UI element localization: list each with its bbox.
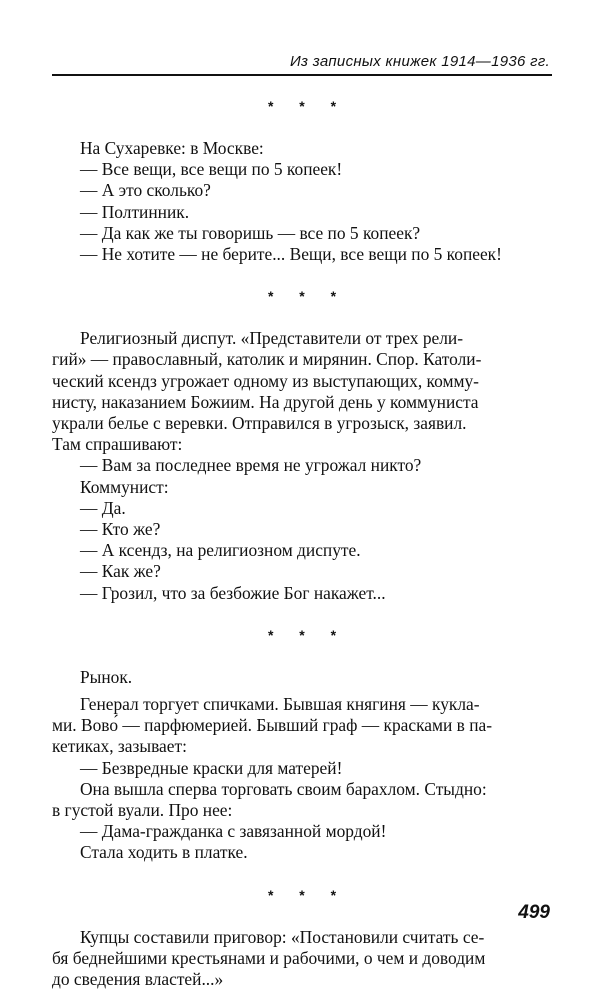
text-line: ческий ксендз угрожает одному из выступающих, комму- (52, 370, 479, 391)
running-header (52, 50, 552, 76)
text-line: нисту, наказанием Божиим. На другой день у коммуниста (52, 391, 479, 412)
text-line: бя беднейшими крестьянами и рабочими, о чем и доводим (52, 947, 486, 968)
text-line: Там спрашивают: (52, 434, 183, 455)
section-separator: * * * (267, 886, 348, 903)
page-body (52, 96, 552, 990)
text-line: — А ксендз, на религиозном диспуте. (80, 540, 361, 561)
text-line: кетиках, зазывает: (52, 736, 187, 757)
text-line: Религиозный диспут. «Представители от трех рели- (80, 328, 464, 349)
paragraph-market (52, 694, 552, 864)
text-line: гий» — православный, католик и мирянин. Спор. Католи- (52, 349, 482, 370)
text-line: — А это сколько? (80, 180, 211, 201)
text-line: — Да как же ты говоришь — все по 5 копеек? (80, 222, 421, 243)
text-line: — Безвредные краски для матерей! (80, 757, 343, 778)
text-line: Стала ходить в платке. (80, 842, 248, 863)
paragraph-dispute (52, 328, 552, 604)
text-line: На Сухаревке: в Москве: (80, 138, 264, 158)
page-number: 499 (518, 902, 550, 923)
text-line: Коммунист: (80, 476, 169, 497)
text-line: ми. Вово́ — парфюмерией. Бывший граф — красками в па- (52, 715, 493, 736)
text-line: Генерал торгует спичками. Бывшая княгиня — кукла- (80, 694, 480, 715)
text-line: Купцы составили приговор: «Постановили считать се- (80, 926, 485, 947)
text-line: — Кто же? (80, 519, 161, 540)
text-line: в густой вуали. Про нее: (52, 800, 233, 821)
text-line: — Да. (80, 497, 126, 518)
text-line: Она вышла сперва торговать своим барахлом. Стыдно: (80, 778, 487, 799)
text-line: — Все вещи, все вещи по 5 копеек! (80, 159, 343, 180)
text-line: до сведения властей...» (52, 969, 224, 990)
text-line: — Как же? (80, 561, 161, 582)
paragraph-sukharevka (52, 138, 552, 265)
text-line: — Дама-гражданка с завязанной мордой! (80, 821, 387, 842)
text-line: — Полтинник. (80, 201, 190, 222)
section-separator: * * * (267, 98, 348, 114)
section-separator: * * * (267, 626, 348, 643)
text-line: — Не хотите — не берите... Вещи, все вещи по 5 копеек! (80, 244, 502, 265)
market-title: Рынок. (80, 666, 133, 687)
header-title: Из записных книжек 1914—1936 гг. (290, 53, 550, 70)
text-line: — Вам за последнее время не угрожал никто? (80, 455, 422, 476)
text-line: — Грозил, что за безбожие Бог накажет... (80, 582, 386, 603)
text-line: украли белье с веревки. Отправился в угрозыск, заявил. (52, 413, 467, 434)
section-separator: * * * (267, 288, 348, 305)
paragraph-merchants (52, 927, 552, 990)
